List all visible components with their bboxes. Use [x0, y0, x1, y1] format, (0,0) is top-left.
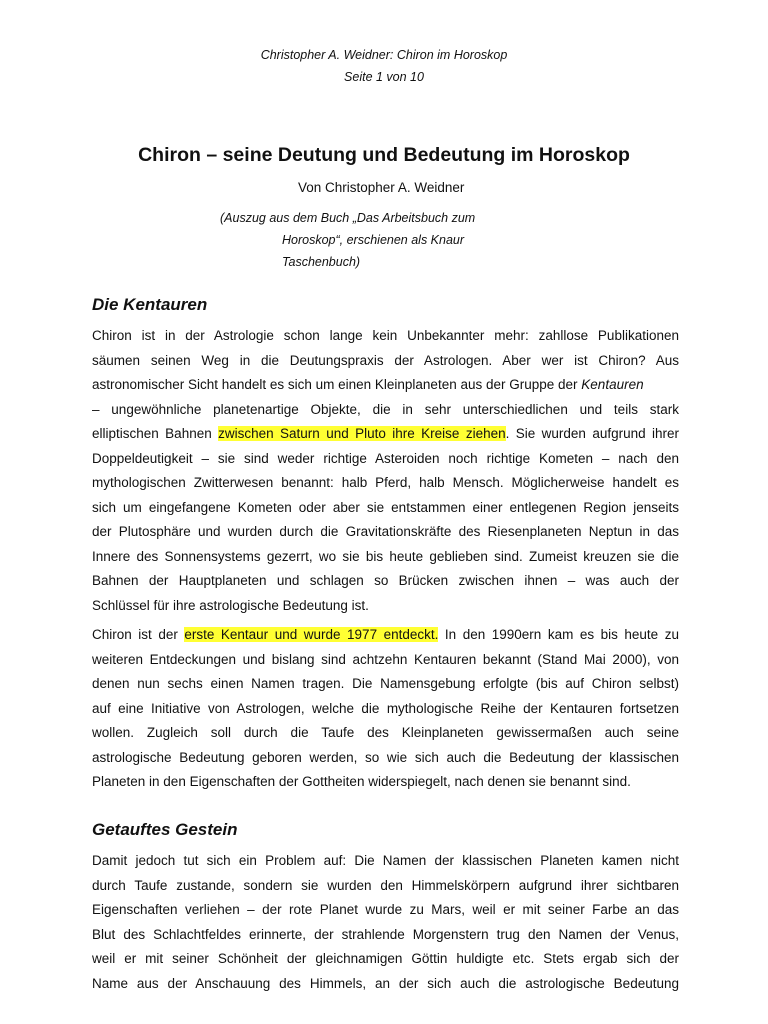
text-line: weil er mit seiner Schönheit der gleichnamigen Göttin huldigte etc. Stets ergab sich der	[92, 951, 679, 966]
highlighted-text: zwischen Saturn und Pluto ihre Kreise ziehen	[218, 426, 506, 441]
text-run: elliptischen Bahnen	[92, 426, 219, 441]
text-line: Eigenschaften verliehen – der rote Planet wurde zu Mars, weil er mit seiner Farbe an das	[92, 902, 679, 917]
text-line: säumen seinen Weg in die Deutungspraxis der Astrologen. Aber wer ist Chiron? Aus	[92, 352, 679, 368]
section-heading-kentauren: Die Kentauren	[92, 295, 208, 314]
text-line	[92, 422, 679, 447]
excerpt-line: (Auszug aus dem Buch „Das Arbeitsbuch zum	[220, 211, 476, 225]
text-line: durch Taufe zustande, sondern sie wurden den Himmelskörpern aufgrund ihrer sichtbaren	[92, 877, 679, 893]
header-page-number: Seite 1 von 10	[344, 70, 424, 84]
emphasis-kentauren: Kentauren	[581, 377, 644, 392]
running-header	[0, 44, 768, 88]
author-line: Von Christopher A. Weidner	[298, 180, 465, 195]
text-line: mythologischen Zwitterwesen benannt: halb Pferd, halb Mensch. Möglicherweise handelt es	[92, 475, 679, 490]
text-run: . Sie wurden aufgrund ihrer	[505, 426, 680, 441]
text-line: denen nun sechs einen Namen tragen. Die Namensgebung erfolgte (bis auf Chiron selbst)	[92, 676, 679, 691]
text-line: Planeten in den Eigenschaften der Gottheiten widerspiegelt, nach denen sie benannt sind.	[92, 774, 631, 789]
header-author-title: Christopher A. Weidner: Chiron im Horoskop	[260, 48, 508, 62]
text-run: In den 1990ern kam es bis heute zu	[438, 627, 679, 642]
section-heading-gestein: Getauftes Gestein	[92, 820, 238, 839]
text-line: auf eine Initiative von Astrologen, welche die mythologische Reihe der Kentauren fortsetzen	[92, 700, 679, 716]
text-line: Innere des Sonnensystems gezerrt, wo sie bis heute geblieben sind. Zumeist kreuzen sie die	[92, 548, 679, 564]
text-line: sich um eingefangene Kometen oder aber sie entstammen einer entlegenen Region jenseits	[92, 499, 679, 515]
text-line: Name aus der Anschauung des Himmels, an der sich auch die astrologische Bedeutung	[92, 975, 679, 991]
text-line: Chiron ist in der Astrologie schon lange kein Unbekannter mehr: zahllose Publikationen	[92, 328, 679, 343]
text-run: astronomischer Sicht handelt es sich um einen Kleinplaneten aus der Gruppe der	[92, 377, 582, 392]
text-line	[92, 373, 679, 398]
text-line: astrologische Bedeutung geboren werden, so wie sich auch die Bedeutung der klassischen	[92, 749, 679, 765]
text-line: der Plutosphäre und wurden durch die Gravitationskräfte des Riesenplaneten Neptun in das	[92, 524, 679, 539]
text-line: Doppeldeutigkeit – sie sind weder richtige Asteroiden noch richtige Kometen – nach den	[92, 450, 679, 466]
text-line: Bahnen der Hauptplaneten und schlagen so Brücken zwischen ihnen – was auch der	[92, 573, 679, 588]
paragraph-kentauren-1	[92, 324, 679, 618]
paragraph-gestein-1	[92, 849, 679, 996]
text-line: Blut des Schlachtfeldes erinnerte, der strahlende Morgenstern trug den Namen der Venus,	[92, 926, 679, 942]
excerpt-line: Horoskop“, erschienen als Knaur	[282, 233, 465, 247]
excerpt-note	[220, 207, 500, 273]
paragraph-kentauren-2	[92, 623, 679, 795]
text-line	[92, 623, 679, 648]
text-line: Schlüssel für ihre astrologische Bedeutung ist.	[92, 597, 369, 613]
excerpt-line: Taschenbuch)	[282, 255, 361, 269]
text-line: – ungewöhnliche planetenartige Objekte, die in sehr unterschiedlichen und teils stark	[92, 401, 679, 417]
text-run: Chiron ist der	[92, 627, 185, 642]
highlighted-text: erste Kentaur und wurde 1977 entdeckt.	[184, 627, 439, 642]
text-line: weiteren Entdeckungen und bislang sind achtzehn Kentauren bekannt (Stand Mai 2000), von	[92, 651, 679, 667]
document-title: Chiron – seine Deutung und Bedeutung im Horoskop	[138, 144, 630, 166]
text-line: Damit jedoch tut sich ein Problem auf: Die Namen der klassischen Planeten kamen nicht	[92, 853, 679, 868]
text-line: wollen. Zugleich soll durch die Taufe des Kleinplaneten gewissermaßen auch seine	[92, 725, 679, 740]
